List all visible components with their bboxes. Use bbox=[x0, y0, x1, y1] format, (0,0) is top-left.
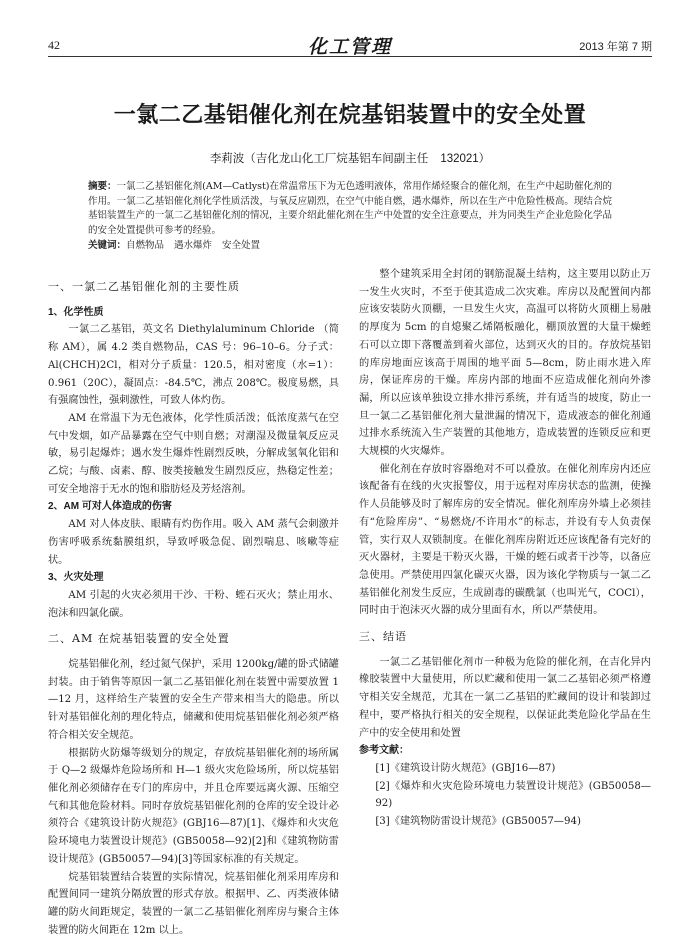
subsection-heading: 3、火灾处理 bbox=[48, 572, 104, 584]
keywords bbox=[88, 239, 612, 254]
reference-item: [1]《建筑设计防火规范》(GBJ16—87) bbox=[375, 762, 556, 774]
abstract-block bbox=[88, 180, 612, 254]
page-header bbox=[48, 36, 652, 57]
reference-item: [3]《建筑物防雷设计规范》(GB50057—94) bbox=[375, 816, 581, 828]
paragraph: AM 在常温下为无色液体，化学性质活泼；低浓度蒸气在空气中发烟，如产品暴露在空气中则自燃；对潮湿及微量氧反应灵敏，易引起爆炸；遇水发生爆炸性剧烈反映，分解成氢氧化铝和乙烷；与酸、卤素、醇、胺类接触发生剧烈反应，热稳定性差；可安全地溶于无水的饱和脂肪烃及芳烃溶剂。 bbox=[48, 412, 339, 495]
issue-label: 2013 年第 7 期 bbox=[579, 41, 652, 53]
reference-item: [2]《爆炸和火灾危险环境电力装置设计规范》(GB50058—92) bbox=[375, 780, 651, 810]
keyword: 自燃物品 bbox=[126, 240, 165, 251]
paragraph: 烷基铝催化剂，经过氮气保护，采用 1200kg/罐的卧式储罐封装。由于销售等原因一氯二乙基铝催化剂在装置中需要放置 1—12 月，这样给生产装置的安全生产带来相当大的隐患。所以针对基铝催化剂的理化特点，储藏和使用烷基铝催化剂必须严格符合相关安全规范。 bbox=[48, 659, 339, 741]
abstract bbox=[88, 180, 612, 238]
paragraph: AM 引起的火灾必须用干沙、干粉、蛭石灭火；禁止用水、泡沫和四氯化碳。 bbox=[48, 589, 339, 619]
subsection-heading: 1、化学性质 bbox=[48, 306, 104, 318]
paragraph: AM 对人体皮肤、眼睛有灼伤作用。吸入 AM 蒸气会刺激并伤害呼吸系统黏膜组织，导致呼吸急促、剧烈喘息、咳嗽等症状。 bbox=[48, 519, 339, 566]
keywords-label: 关键词： bbox=[88, 240, 127, 251]
paragraph: 整个建筑采用全封闭的钢筋混凝土结构，这主要用以防止万一发生火灾时，不至于使其造成二次灾难。库房以及配置间内都应该安装防火顶棚，一旦发生火灾，高温可以将防火顶棚上易融的厚度为 5cm 的自熄聚乙烯隔板融化，棚顶放置的大量干燥蛭石可以立即下落覆盖到着火部位，达到灭火的目的。存放烷基铝的库房地面应该高于周围的地平面 5—8cm，防止雨水进入库房，保证库房的干燥。库房内部的地面不应造成催化剂向外渗漏，所以应该单独设立排水排污系统，并有适当的坡度，防止一旦一氯二乙基铝催化剂大量泄漏的情况下，造成液态的催化剂通过排水系统流入生产装置的其他地方，造成装置的连锁反应和更大规模的火灾爆炸。 bbox=[359, 269, 651, 458]
journal-logo: 化工管理 bbox=[307, 36, 393, 58]
section-heading-1: 一、一氯二乙基铝催化剂的主要性质 bbox=[48, 280, 240, 293]
author-name: 李莉波（吉化龙山化工厂烷基铝车间副主任 bbox=[209, 151, 429, 165]
paragraph: 一氯二乙基铝催化剂市一种极为危险的催化剂，在吉化异内橡胶装置中大量使用，所以贮藏和使用一氯二乙基铝必须严格遵守相关安全规范，尤其在一氯二乙基铝的贮藏间的设计和装卸过程中，要严格执行相关的安全规程，以保证此类危险化学品在生产中的安全使用和处置 bbox=[359, 656, 651, 739]
author-line bbox=[0, 150, 700, 166]
abstract-label: 摘要： bbox=[88, 181, 117, 192]
paragraph: 一氯二乙基铝，英文名 Diethylaluminum Chloride （简称 AM），属 4.2 类自燃物品，CAS 号：96–10–6。分子式：Al(CHCH)2Cl，相对分子质量：120.5，相对密度（水=1）：0.961（20C），凝固点：-84.5℃，沸点 208℃。极度易燃，具有强腐蚀性，强刺激性，可致人体灼伤。 bbox=[48, 324, 339, 407]
right-column bbox=[359, 266, 651, 831]
references-label: 参考文献： bbox=[359, 745, 409, 757]
paragraph: 烷基铝装置结合装置的实际情况，烷基铝催化剂采用库房和配置间同一建筑分隔放置的形式存放。根据甲、乙、丙类液体储罐的防火间距规定，装置的一氯二乙基铝催化剂库房与聚合主体装置的防火间距在 12m 以上。 bbox=[48, 871, 339, 936]
abstract-text: 一氯二乙基铝催化剂(AM—Catlyst)在常温常压下为无色透明液体，常用作烯烃聚合的催化剂，在生产中起助催化剂的作用。一氯二乙基铝催化剂化学性质活泼，与氧反应剧烈，在空气中能自燃，遇水爆炸，所以在生产中危险性极高。现结合烷基铝装置生产的一氯二乙基铝催化剂的情况，主要介绍此催化剂在生产中处置的安全注意要点，并为同类生产企业危险化学品的安全处置提供可参考的经验。 bbox=[88, 181, 612, 236]
article-title: 一氯二乙基铝催化剂在烷基铝装置中的安全处置 bbox=[113, 102, 587, 128]
paragraph: 催化剂在存放时容器绝对不可以叠放。在催化剂库房内还应该配备有在线的火灾报警仪，用于远程对库房状态的监测，使操作人员能够及时了解库房的安全情况。催化剂库房外墙上必须挂有“危险库房”、“易燃烧/不许用水”的标志，并设有专人负责保管，实行双人双锁制度。在催化剂库房附近还应该配备有完好的灭火器材，主要是干粉灭火器，干燥的蛭石或者干沙等，以备应急使用。严禁使用四氯化碳灭火器，因为该化学物质与一氯二乙基铝催化剂发生反应，生成剧毒的碳酰氯（也叫光气，COCl），同时由于泡沫灭火器的成分里面有水，所以严禁使用。 bbox=[359, 463, 651, 617]
section-heading-2: 二、AM 在烷基铝装置的安全处置 bbox=[48, 632, 230, 646]
keyword: 遇水爆炸 bbox=[174, 240, 213, 251]
left-column bbox=[48, 270, 339, 939]
subsection-heading: 2、AM 可对人体造成的伤害 bbox=[48, 501, 172, 513]
author-zip: 132021） bbox=[440, 153, 491, 165]
section-heading-3: 三、结语 bbox=[359, 630, 407, 644]
keyword: 安全处置 bbox=[222, 240, 261, 251]
page-number: 42 bbox=[48, 38, 60, 52]
paragraph: 根据防火防爆等级划分的规定，存放烷基铝催化剂的场所属于 Q—2 级爆炸危险场所和 H—1 级火灾危险场所，所以烷基铝催化剂必须储存在专门的库房中，并且仓库要远离火源、压缩空气和其他危险材料。同时存放烷基铝催化剂的仓库的安全设计必须符合《建筑设计防火规范》(GBJ16—87)[1]、《爆炸和火灾危险环境电力装置设计规范》(GB50058—92)[2]和《建筑物防雷设计规范》(GB50057—94)[3]等国家标准的有关规定。 bbox=[48, 747, 339, 865]
